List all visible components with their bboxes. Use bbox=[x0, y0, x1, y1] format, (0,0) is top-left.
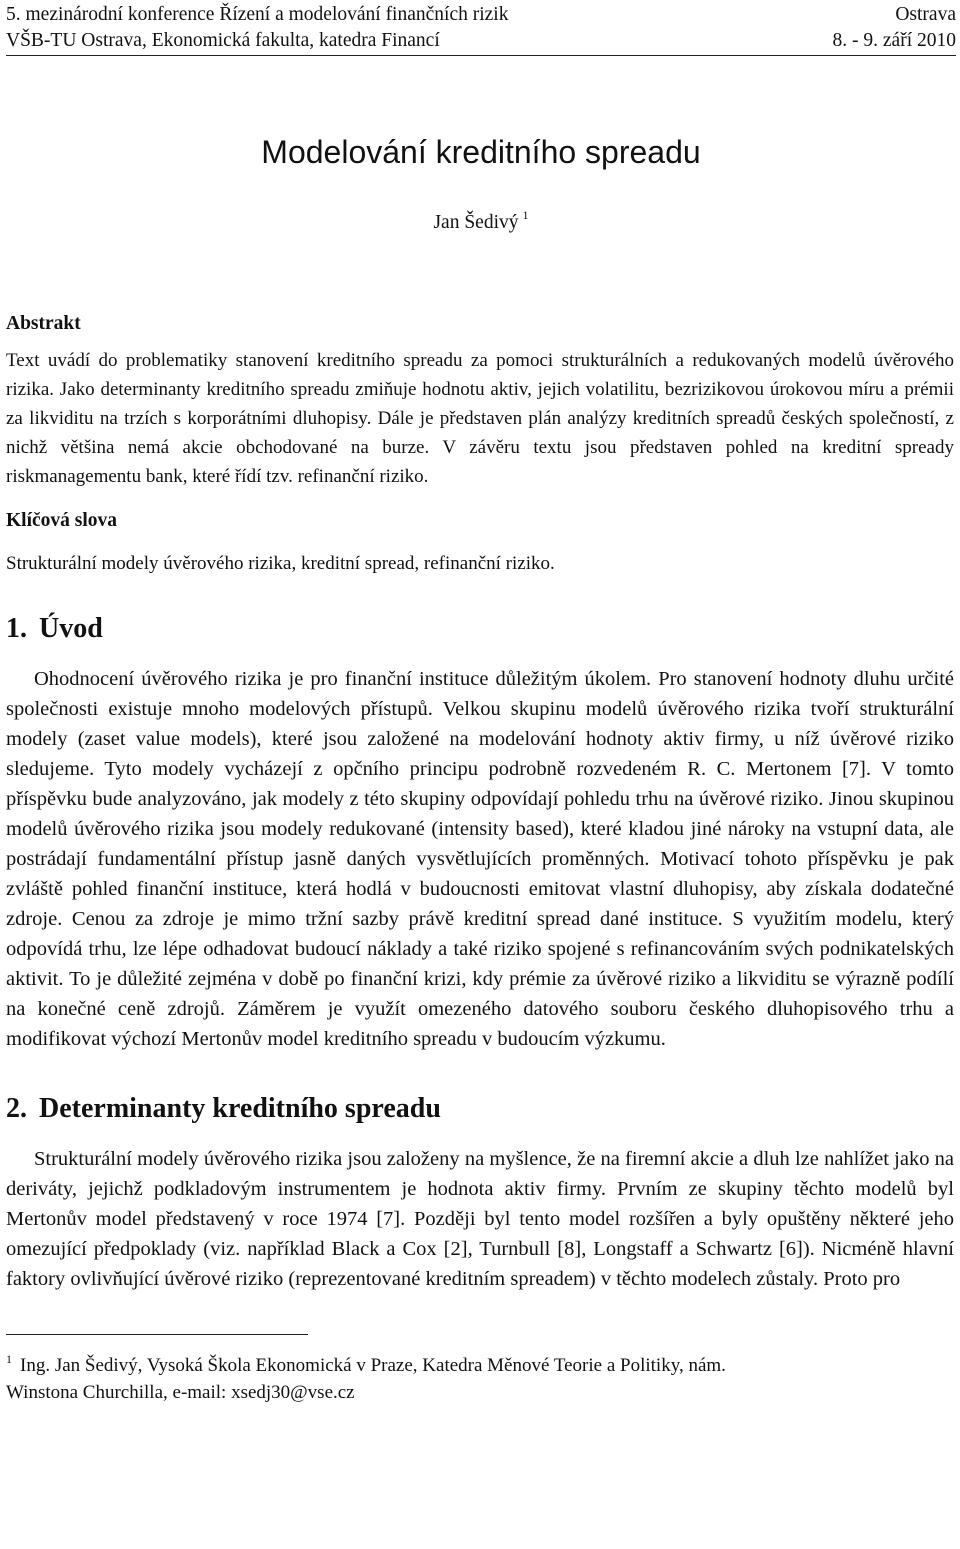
author-footnote-mark: 1 bbox=[522, 208, 529, 222]
conference-institution: VŠB-TU Ostrava, Ekonomická fakulta, katedra Financí bbox=[6, 30, 440, 51]
keywords-text: Strukturální modely úvěrového rizika, kreditní spread, refinanční riziko. bbox=[6, 553, 555, 574]
abstract-text: Text uvádí do problematiky stanovení kreditního spreadu za pomoci strukturálních a redukovaných modelů úvěrového rizika. Jako determinanty kreditního spreadu zmiňuje hodnotu aktiv, jejich volatilitu, bezrizikovou úrokovou míru a prémii za likviditu na trzích s korporátními dluhopisy. Dále je představen plán analýzy kreditních spreadů českých společností, z nichž většina nemá akcie obchodované na burze. V závěru textu jsou představen pohled na kreditní spready riskmanagementu bank, které řídí tzv. refinanční riziko. bbox=[6, 350, 954, 487]
footnote-mark: 1 bbox=[6, 1352, 12, 1366]
paper-title: Modelování kreditního spreadu bbox=[261, 134, 701, 170]
section-2-paragraph: Strukturální modely úvěrového rizika jsou založeny na myšlence, že na firemní akcie a dluh lze nahlížet jako na deriváty, jejichž podkladovým instrumentem je hodnota aktiv firmy. Prvním ze skupiny těchto modelů byl Mertonův model představený v roce 1974 [7]. Později byl tento model rozšířen a byly opuštěny některé jeho omezující předpoklady (viz. například Black a Cox [2], Turnbull [8], Longstaff a Schwartz [6]). Nicméně hlavní faktory ovlivňující úvěrové riziko (reprezentované kreditním spreadem) v těchto modelech zůstaly. Proto pro bbox=[6, 1148, 954, 1290]
conference-city: Ostrava bbox=[895, 4, 956, 25]
section-2-title: Determinanty kreditního spreadu bbox=[39, 1093, 441, 1124]
footnote-line-1 bbox=[6, 1346, 956, 1379]
paper-page bbox=[6, 0, 956, 1406]
section-1-paragraph: Ohodnocení úvěrového rizika je pro finanční instituce důležitým úkolem. Pro stanovení hodnoty dluhu určité společnosti existuje mnoho modelových přístupů. Velkou skupinu modelů úvěrového rizika tvoří strukturální modely (zaset value models), které jsou založené na modelování hodnoty aktiv firmy, u níž úvěrové riziko sledujeme. Tyto modely vycházejí z opčního principu podrobně rozvedeném R. C. Mertonem [7]. V tomto příspěvku bude analyzováno, jak modely z této skupiny odpovídají pohledu trhu na úvěrové riziko. Jinou skupinou modelů úvěrového rizika jsou modely redukované (intensity based), které kladou jiné nároky na vstupní data, ale postrádají fundamentální přístup jasně daných vysvětlujících proměnných. Motivací tohoto příspěvku je pak zvláště pohled finanční instituce, která hodlá v budoucnosti emitovat vlastní dluhopisy, aby získala dodatečné zdroje. Cenou za zdroje je mimo tržní sazby právě kreditní spread dané instituce. S využitím modelu, který odpovídá trhu, lze lépe odhadovat budoucí náklady a také riziko spojené s refinancováním svých podnikatelských aktivit. To je důležité zejména v době po finanční krizi, kdy prémie za úvěrové riziko a likviditu se výrazně podílí na konečné ceně zdrojů. Záměrem je využít omezeného datového souboru českého dluhopisového trhu a modifikovat výchozí Mertonův model kreditního spreadu v budoucím výzkumu. bbox=[6, 668, 954, 1050]
footnote bbox=[6, 1346, 956, 1406]
abstract-heading: Abstrakt bbox=[6, 313, 81, 334]
header-divider bbox=[6, 55, 956, 56]
section-1-number: 1. bbox=[6, 613, 27, 644]
footnote-divider bbox=[6, 1334, 308, 1335]
section-2-number: 2. bbox=[6, 1093, 27, 1124]
conference-date: 8. - 9. září 2010 bbox=[832, 30, 956, 51]
paper-author bbox=[6, 202, 956, 236]
running-header-line-1 bbox=[6, 2, 956, 28]
section-1-title: Úvod bbox=[39, 613, 103, 644]
running-header-line-2 bbox=[6, 28, 956, 54]
footnote-line-1-text: Ing. Jan Šedivý, Vysoká Škola Ekonomická v Praze, Katedra Měnové Teorie a Politiky, nám. bbox=[20, 1355, 726, 1376]
section-2-heading bbox=[6, 1092, 956, 1126]
conference-name: 5. mezinárodní konference Řízení a modelování finančních rizik bbox=[6, 4, 509, 25]
keywords-heading: Klíčová slova bbox=[6, 510, 118, 531]
section-1-heading bbox=[6, 612, 956, 646]
author-name: Jan Šedivý bbox=[433, 212, 519, 233]
footnote-line-2: Winstona Churchilla, e-mail: xsedj30@vse.cz bbox=[6, 1382, 355, 1403]
